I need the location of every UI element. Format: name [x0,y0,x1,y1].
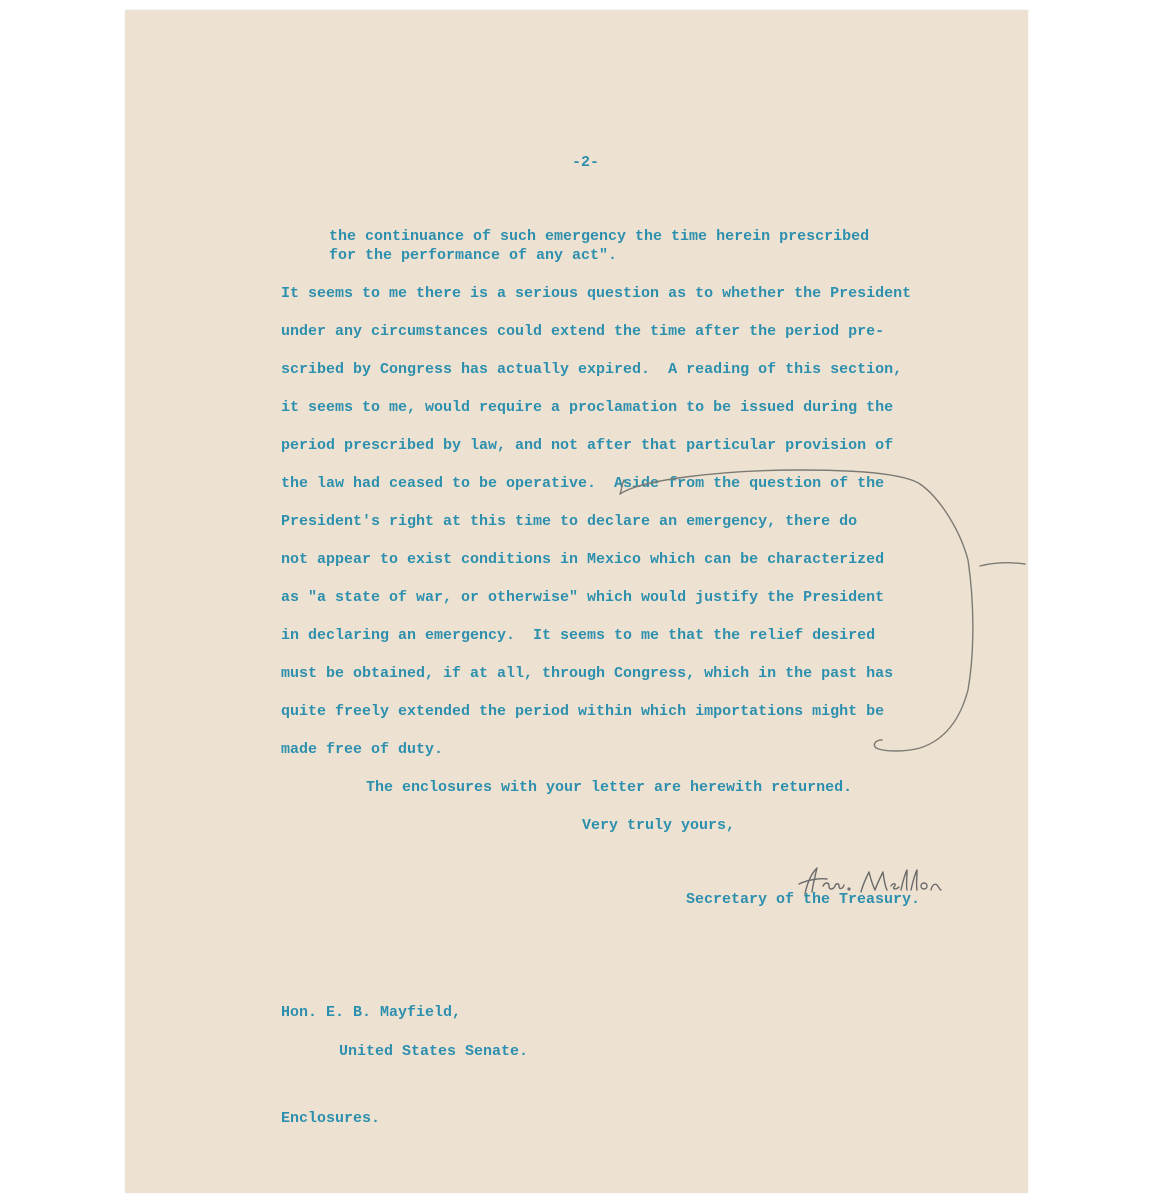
quote-line: for the performance of any act". [329,247,618,264]
body-line: period prescribed by law, and not after that particular provision of [281,437,894,454]
letter-page [125,10,1028,1193]
body-line: President's right at this time to declare an emergency, there do [281,513,858,530]
body-line: made free of duty. [281,741,444,758]
body-line: quite freely extended the period within which importations might be [281,703,885,720]
body-line: It seems to me there is a serious question as to whether the President [281,285,912,302]
addressee-name: Hon. E. B. Mayfield, [281,1004,462,1021]
body-line: scribed by Congress has actually expired. A reading of this section, [281,361,903,378]
body-line: in declaring an emergency. It seems to me that the relief desired [281,627,876,644]
page-number: -2- [572,154,600,171]
body-line: as "a state of war, or otherwise" which would justify the President [281,589,885,606]
enclosure-note: The enclosures with your letter are herewith returned. [366,779,853,796]
addressee-office: United States Senate. [339,1043,529,1060]
body-line: it seems to me, would require a proclamation to be issued during the [281,399,894,416]
body-line: the law had ceased to be operative. Aside from the question of the [281,475,885,492]
enclosures-label: Enclosures. [281,1110,381,1127]
body-line: not appear to exist conditions in Mexico which can be characterized [281,551,885,568]
signer-title: Secretary of the Treasury. [686,891,921,908]
body-line: must be obtained, if at all, through Congress, which in the past has [281,665,894,682]
closing: Very truly yours, [582,817,736,834]
quote-line: the continuance of such emergency the time herein prescribed [329,228,870,245]
body-line: under any circumstances could extend the time after the period pre- [281,323,885,340]
